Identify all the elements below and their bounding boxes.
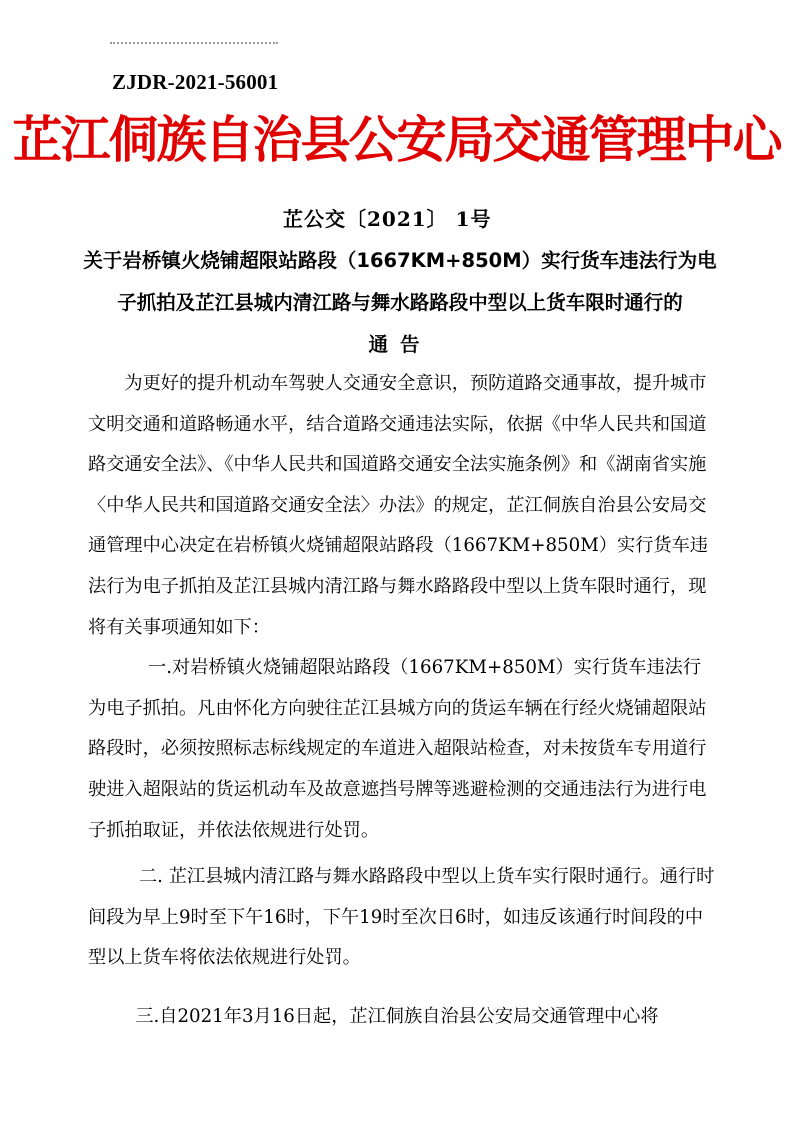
document-code: ZJDR-2021-56001 (112, 70, 279, 94)
document-number: 芷公交〔2021〕 1号 (283, 207, 492, 231)
notice-title (80, 240, 720, 366)
title-line-3: 通告 (368, 333, 432, 356)
item-three-paragraph: 三.自2021年3月16日起，芷江侗族自治县公安局交通管理中心将 (135, 1005, 659, 1027)
title-line-2: 子抓拍及芷江县城内清江路与舞水路路段中型以上货车限时通行的 (117, 291, 683, 314)
item-one-paragraph: 一.对岩桥镇火烧铺超限站路段（1667KM+850M）实行货车违法行为电子抓拍。凡由怀化方向驶往芷江县城方向的货运车辆在行经火烧铺超限站路段时，必须按照标志标线规定的车道进入超限站检查，对未按货车专用道行驶进入超限站的货运机动车及故意遮挡号牌等逃避检测的交通违法行为进行电子抓拍取证，并依法依规进行处罚。 (88, 657, 707, 841)
issuing-authority-header: 芷江侗族自治县公安局交通管理中心 (12, 111, 781, 169)
intro-paragraph: 为更好的提升机动车驾驶人交通安全意识，预防道路交通事故，提升城市文明交通和道路畅通水平，结合道路交通违法实际，依据《中华人民共和国道路交通安全法》、《中华人民共和国道路交通安全法实施条例》和《湖南省实施〈中华人民共和国道路交通安全法〉办法》的规定，芷江侗族自治县公安局交通管理中心决定在岩桥镇火烧铺超限站路段（1667KM+850M）实行货车违法行为电子抓拍及芷江县城内清江路与舞水路路段中型以上货车限时通行，现将有关事项通知如下： (88, 373, 708, 638)
title-line-1: 关于岩桥镇火烧铺超限站路段（1667KM+850M）实行货车违法行为电 (83, 249, 717, 272)
top-dotted-rule (110, 42, 278, 44)
item-two-paragraph: 二. 芷江县城内清江路与舞水路路段中型以上货车实行限时通行。通行时间段为早上9时至下午16时，下午19时至次日6时，如违反该通行时间段的中型以上货车将依法依规进行处罚。 (88, 866, 715, 969)
notice-body (88, 364, 716, 1038)
